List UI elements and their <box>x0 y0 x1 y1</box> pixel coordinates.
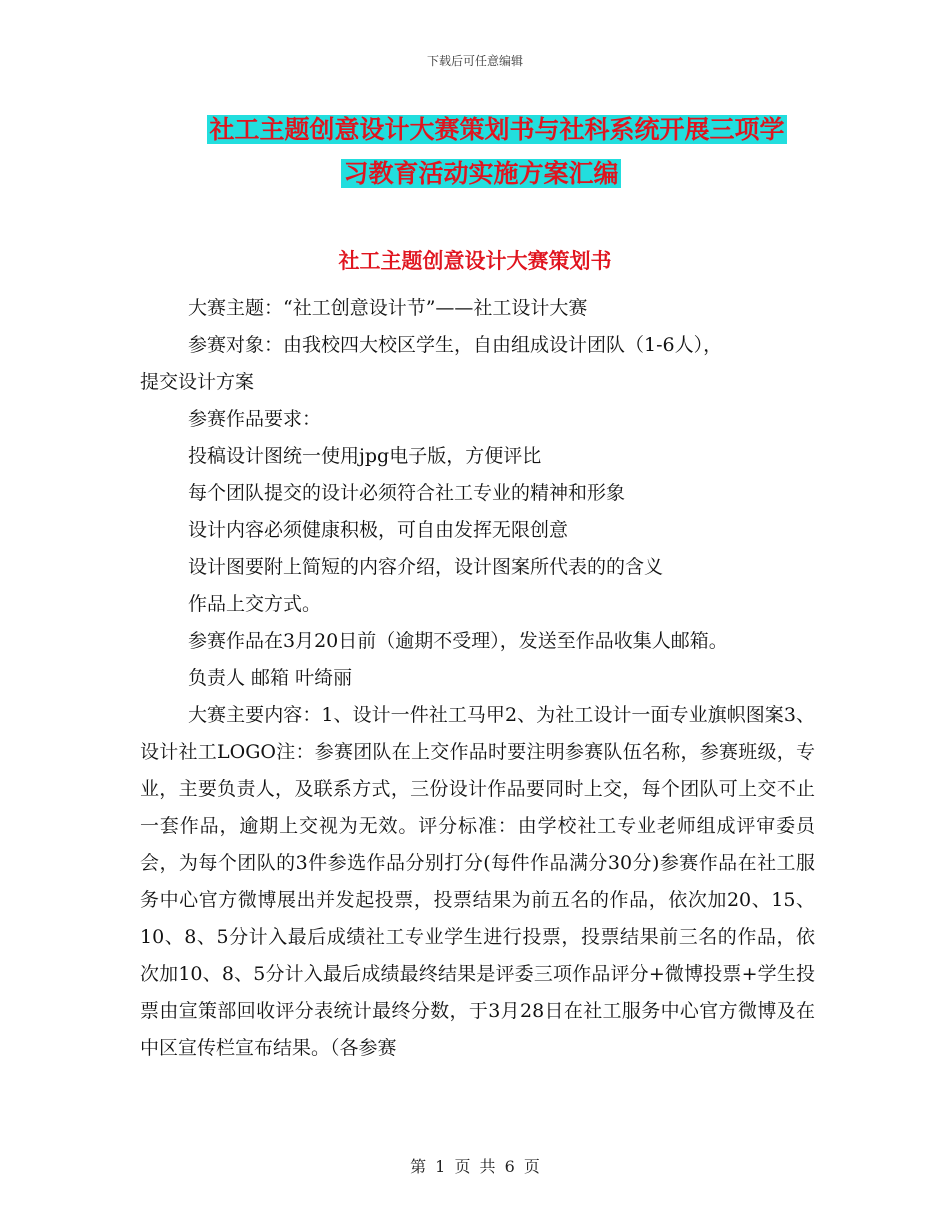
main-title-line-2-text: 习教育活动实施方案汇编 <box>343 159 619 188</box>
main-title-line-2 <box>0 156 950 192</box>
main-title-line-1 <box>0 112 950 148</box>
paragraph-theme: 大赛主题：“社工创意设计节”——社工设计大赛 <box>188 297 588 319</box>
paragraph-participants: 参赛对象：由我校四大校区学生，自由组成设计团队（1-6人）， <box>188 334 723 356</box>
paragraph-requirement-content: 设计内容必须健康积极，可自由发挥无限创意 <box>188 519 569 541</box>
paragraph-requirement-intro: 设计图要附上简短的内容介绍，设计图案所代表的的含义 <box>188 556 664 578</box>
header-note: 下载后可任意编辑 <box>426 54 523 68</box>
paragraph-main-content: 大赛主要内容：1、设计一件社工马甲2、为社工设计一面专业旗帜图案3、设计社工LOGO注：参赛团队在上交作品时要注明参赛队伍名称，参赛班级，专业，主要负责人，及联系方式，三份设计作品要同时上交，每个团队可上交不止一套作品，逾期上交视为无效。评分标准：由学校社工专业老师组成评审委员会，为每个团队的3件参选作品分别打分(每件作品满分30分)参赛作品在社工服务中心官方微博展出并发起投票，投票结果为前五名的作品，依次加20、15、10、8、5分计入最后成绩社工专业学生进行投票，投票结果前三名的作品，依次加10、8、5分计入最后成绩最终结果是评委三项作品评分+微博投票+学生投票由宣策部回收评分表统计最终分数，于3月28日在社工服务中心官方微博及在中区宣传栏宣布结果。（各参赛 <box>140 704 815 1059</box>
paragraph-requirements-heading: 参赛作品要求： <box>188 408 322 430</box>
paragraph-participants-cont: 提交设计方案 <box>140 371 255 393</box>
page-footer: 第 1 页 共 6 页 <box>410 1157 540 1176</box>
paragraph-requirement-format: 投稿设计图统一使用jpg电子版，方便评比 <box>188 445 542 467</box>
paragraph-submission-method: 作品上交方式。 <box>188 593 322 615</box>
paragraph-contact: 负责人 邮箱 叶绮丽 <box>188 667 353 689</box>
document-body <box>140 290 815 1067</box>
paragraph-deadline: 参赛作品在3月20日前（逾期不受理），发送至作品收集人邮箱。 <box>188 630 728 652</box>
paragraph-requirement-spirit: 每个团队提交的设计必须符合社工专业的精神和形象 <box>188 482 626 504</box>
main-title-line-1-text: 社工主题创意设计大赛策划书与社科系统开展三项学 <box>209 115 785 144</box>
section-title: 社工主题创意设计大赛策划书 <box>338 248 612 273</box>
